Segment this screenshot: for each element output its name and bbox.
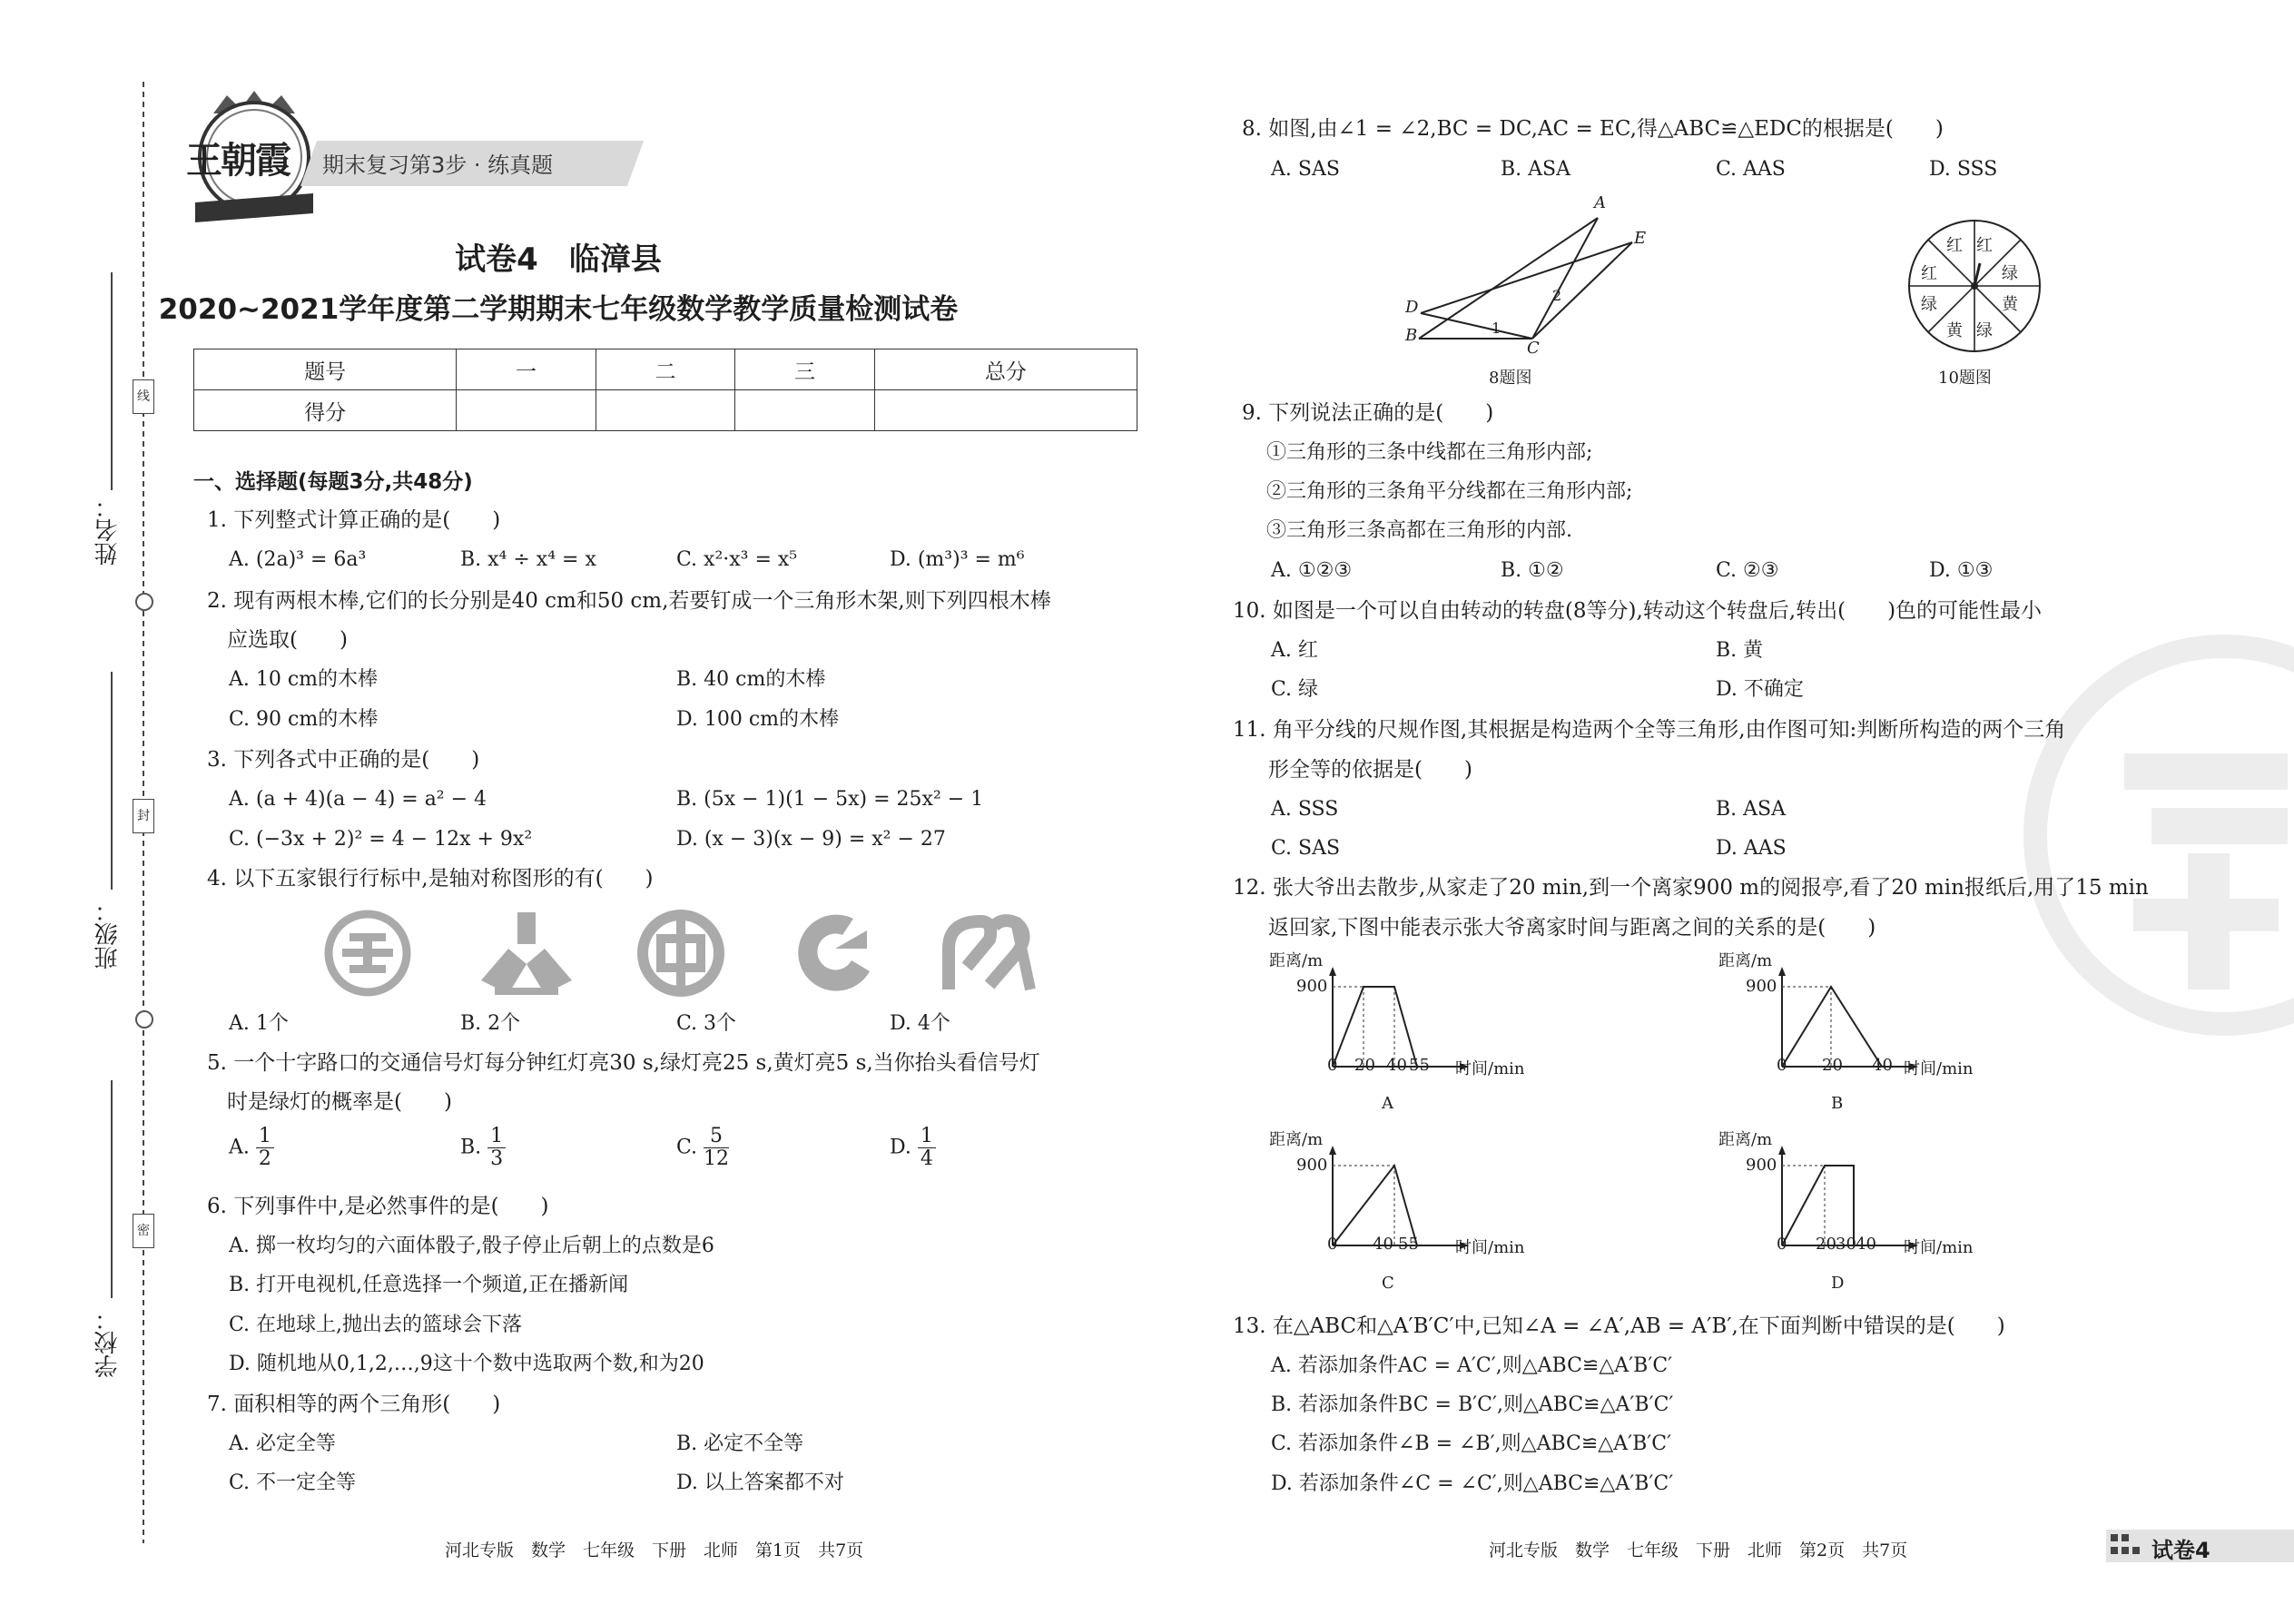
q12a-tick: 20 [1354,1056,1375,1075]
q9-option-c: C. ②③ [1716,559,1779,582]
q12c-tick: 40 [1373,1235,1393,1254]
score-table [193,349,1137,431]
bank-logo-spdb-icon [940,912,1039,994]
footer-dots-icon [2111,1534,2147,1558]
binding-mark-seal: 封 [133,799,154,833]
q11-stem-cont: 形全等的依据是( ) [1268,758,1472,782]
q7-stem: 7. 面积相等的两个三角形( ) [207,1393,501,1416]
binding-mark-line: 线 [133,379,154,414]
q9-option-a: A. ①②③ [1271,559,1353,582]
q12c-ylabel: 距离/m [1269,1130,1324,1149]
q6-stem: 6. 下列事件中,是必然事件的是( ) [207,1195,549,1218]
q1-option-a: A. (2a)³ = 6a³ [229,548,367,571]
q1-option-c: C. x²·x³ = x⁵ [676,548,798,571]
q6-option-c: C. 在地球上,抛出去的篮球会下落 [229,1314,523,1336]
q8-label-e: E [1634,229,1647,248]
q10-option-d: D. 不确定 [1716,678,1804,701]
q3-option-a: A. (a + 4)(a − 4) = a² − 4 [229,788,487,811]
q12c-tick: 55 [1398,1235,1419,1254]
q5-option-a: A. $\frac{1}{2}$ [229,1126,274,1170]
q2-option-c: C. 90 cm的木棒 [229,708,379,731]
table-cell: 二 [596,349,734,390]
table-cell: 一 [457,349,596,390]
q11-option-d: D. AAS [1716,837,1787,860]
score-input[interactable] [874,390,1137,431]
q4-option-d: D. 4个 [890,1012,950,1035]
q11-stem: 11. 角平分线的尺规作图,其根据是构造两个全等三角形,由作图可知:判断所构造的两个三角 [1233,718,2066,742]
q5-option-c: C. $\frac{5}{12}$ [676,1125,730,1170]
footer-right: 河北专版 数学 七年级 下册 北师 第2页 共7页 [1489,1540,1908,1560]
table-cell: 总分 [874,349,1137,390]
q12a-yval: 900 [1296,977,1328,996]
spinner-sector-label: 黄 [1946,321,1963,340]
q9-statement-1: ①三角形的三条中线都在三角形内部; [1266,441,1593,464]
binding-hole-icon [135,1010,153,1029]
binding-mark-secret: 密 [133,1214,154,1248]
exam-title: 试卷4 临漳县 [455,241,662,278]
q12d-yval: 900 [1746,1156,1777,1175]
q12d-tick: 0 [1777,1235,1787,1254]
q12c-tick: 0 [1327,1235,1338,1254]
q2-stem: 2. 现有两根木棒,它们的长分别是40 cm和50 cm,若要钉成一个三角形木架,则下列四根木棒 [207,589,1051,613]
q5-option-b: B. $\frac{1}{3}$ [460,1126,506,1170]
q11-option-a: A. SSS [1271,798,1339,821]
table-cell: 三 [735,349,874,390]
q8-stem: 8. 如图,由∠1 = ∠2,BC = DC,AC = EC,得△ABC≌△EDC的根据是( ) [1242,117,1944,141]
q13-option-a: A. 若添加条件AC = A′C′,则△ABC≌△A′B′C′ [1271,1354,1673,1377]
label-class: 班级： [94,899,122,969]
class-underline [111,672,113,890]
q5-stem-cont: 时是绿灯的概率是( ) [227,1090,452,1114]
label-school: 学校： [94,1307,122,1378]
q10-spinner [1902,213,2047,359]
q11-option-b: B. ASA [1716,798,1786,821]
q8-option-c: C. AAS [1716,158,1786,181]
spinner-sector-label: 红 [1946,236,1963,255]
bank-logo-icbc-icon [322,908,413,999]
q3-option-d: D. (x − 3)(x − 9) = x² − 27 [676,828,946,851]
q3-option-c: C. (−3x + 2)² = 4 − 12x + 9x² [229,828,533,851]
school-underline [111,1080,113,1298]
q12c-xlabel: 时间/min [1455,1238,1525,1257]
q4-option-b: B. 2个 [460,1012,521,1035]
q12d-tick: 20 [1816,1235,1836,1254]
q12a-tick: 0 [1327,1056,1338,1075]
score-input[interactable] [735,390,874,431]
q4-stem: 4. 以下五家银行行标中,是轴对称图形的有( ) [207,867,654,891]
footer-tab-label: 试卷4 [2151,1538,2210,1563]
q12-stem-cont: 返回家,下图中能表示张大爷离家时间与距离之间的关系的是( ) [1268,916,1876,940]
q7-option-c: C. 不一定全等 [229,1471,357,1494]
q8-label-a: A [1594,193,1606,212]
q12a-xlabel: 时间/min [1455,1059,1525,1078]
q12a-tick: 55 [1409,1056,1430,1075]
q2-option-d: D. 100 cm的木棒 [676,708,840,731]
q12b-ylabel: 距离/m [1718,951,1773,970]
spinner-sector-label: 红 [1921,264,1937,283]
table-row [194,390,1137,431]
q7-option-a: A. 必定全等 [229,1432,336,1455]
q5-stem: 5. 一个十字路口的交通信号灯每分钟红灯亮30 s,绿灯亮25 s,黄灯亮5 s,当你抬头看信号灯 [207,1051,1040,1075]
q12d-ylabel: 距离/m [1718,1130,1773,1149]
q8-option-d: D. SSS [1929,158,1998,181]
q12a-tick: 40 [1386,1056,1407,1075]
q10-option-c: C. 绿 [1271,678,1319,701]
q10-option-b: B. 黄 [1716,639,1764,662]
q5-option-d: D. $\frac{1}{4}$ [890,1126,936,1170]
q4-option-a: A. 1个 [229,1012,289,1035]
q12a-ylabel: 距离/m [1269,951,1324,970]
q12b-letter: B [1831,1094,1844,1113]
q12d-tick: 40 [1856,1235,1876,1254]
q12b-tick: 40 [1872,1056,1893,1075]
section-heading: 一、选择题(每题3分,共48分) [193,470,473,494]
q3-stem: 3. 下列各式中正确的是( ) [207,748,480,772]
bank-logo-abc-icon [477,908,576,999]
q12b-yval: 900 [1746,977,1777,996]
q8-caption: 8题图 [1489,369,1532,388]
q1-option-d: D. (m³)³ = m⁶ [890,548,1025,571]
footer-left: 河北专版 数学 七年级 下册 北师 第1页 共7页 [445,1540,864,1560]
q2-stem-cont: 应选取( ) [227,628,348,652]
q10-caption: 10题图 [1938,369,1992,388]
q7-option-d: D. 以上答案都不对 [676,1471,844,1494]
q2-option-a: A. 10 cm的木棒 [229,668,379,691]
q1-option-b: B. x⁴ ÷ x⁴ = x [460,548,596,571]
q12c-yval: 900 [1296,1156,1328,1175]
q12b-tick: 20 [1822,1056,1843,1075]
q12d-letter: D [1831,1274,1845,1293]
score-input[interactable] [457,390,596,431]
spinner-sector-label: 绿 [2002,264,2018,283]
q8-label-2: 2 [1552,287,1562,304]
score-input[interactable] [596,390,734,431]
table-row [194,349,1137,390]
q12c-letter: C [1382,1274,1394,1293]
q12d-xlabel: 时间/min [1904,1238,1974,1257]
q9-statement-3: ③三角形三条高都在三角形的内部. [1266,519,1572,542]
q9-statement-2: ②三角形的三条角平分线都在三角形内部; [1266,480,1633,503]
q12-graph-b [1775,967,1920,1071]
q8-label-c: C [1527,339,1540,358]
spinner-sector-label: 绿 [1921,295,1937,314]
q11-option-c: C. SAS [1271,837,1341,860]
q8-label-1: 1 [1492,320,1501,337]
q13-option-d: D. 若添加条件∠C = ∠C′,则△ABC≌△A′B′C′ [1271,1472,1674,1495]
q6-option-b: B. 打开电视机,任意选择一个频道,正在播新闻 [229,1274,629,1296]
binding-hole-icon [135,593,153,611]
table-cell: 题号 [194,349,457,390]
bank-logo-boc-icon [635,908,726,999]
q12a-letter: A [1382,1094,1393,1113]
q4-option-c: C. 3个 [676,1012,737,1035]
q2-option-b: B. 40 cm的木棒 [676,668,826,691]
q9-option-b: B. ①② [1501,559,1564,582]
q6-option-a: A. 掷一枚均匀的六面体骰子,骰子停止后朝上的点数是6 [229,1235,714,1257]
bank-logo-ccb-icon [790,908,881,999]
label-name: 姓名： [94,495,122,566]
q8-figure [1398,195,1670,359]
banner-text: 期末复习第3步 · 练真题 [322,153,554,178]
q8-label-b: B [1405,326,1418,345]
q13-option-b: B. 若添加条件BC = B′C′,则△ABC≌△A′B′C′ [1271,1393,1674,1416]
spinner-sector-label: 红 [1976,236,1993,255]
watermark-seal [2015,626,2294,1044]
spinner-sector-label: 黄 [2002,295,2018,314]
q1-stem: 1. 下列整式计算正确的是( ) [207,508,501,532]
q13-option-c: C. 若添加条件∠B = ∠B′,则△ABC≌△A′B′C′ [1271,1432,1672,1455]
q6-option-d: D. 随机地从0,1,2,…,9这十个数中选取两个数,和为20 [229,1353,704,1375]
q7-option-b: B. 必定不全等 [676,1432,804,1455]
q9-stem: 9. 下列说法正确的是( ) [1242,401,1494,425]
q9-option-d: D. ①③ [1929,559,1994,582]
spinner-sector-label: 绿 [1976,321,1993,340]
q10-stem: 10. 如图是一个可以自由转动的转盘(8等分),转动这个转盘后,转出( )色的可能性最小 [1233,599,2043,623]
q12b-xlabel: 时间/min [1904,1059,1974,1078]
q3-option-b: B. (5x − 1)(1 − 5x) = 25x² − 1 [676,788,984,811]
q12-stem: 12. 张大爷出去散步,从家走了20 min,到一个离家900 m的阅报亭,看了20 min报纸后,用了15 min [1233,876,2149,900]
q8-label-d: D [1405,298,1419,317]
table-cell: 得分 [194,390,457,431]
q8-option-b: B. ASA [1501,158,1570,181]
q12b-tick: 0 [1777,1056,1787,1075]
q13-stem: 13. 在△ABC和△A′B′C′中,已知∠A = ∠A′,AB = A′B′,在下面判断中错误的是( ) [1233,1314,2005,1338]
q10-option-a: A. 红 [1271,639,1318,662]
q8-option-a: A. SAS [1271,158,1340,181]
exam-subtitle: 2020~2021学年度第二学期期末七年级数学教学质量检测试卷 [158,293,959,326]
brand-logo-text: 王朝霞 [186,139,290,182]
q12d-tick: 30 [1836,1235,1856,1254]
